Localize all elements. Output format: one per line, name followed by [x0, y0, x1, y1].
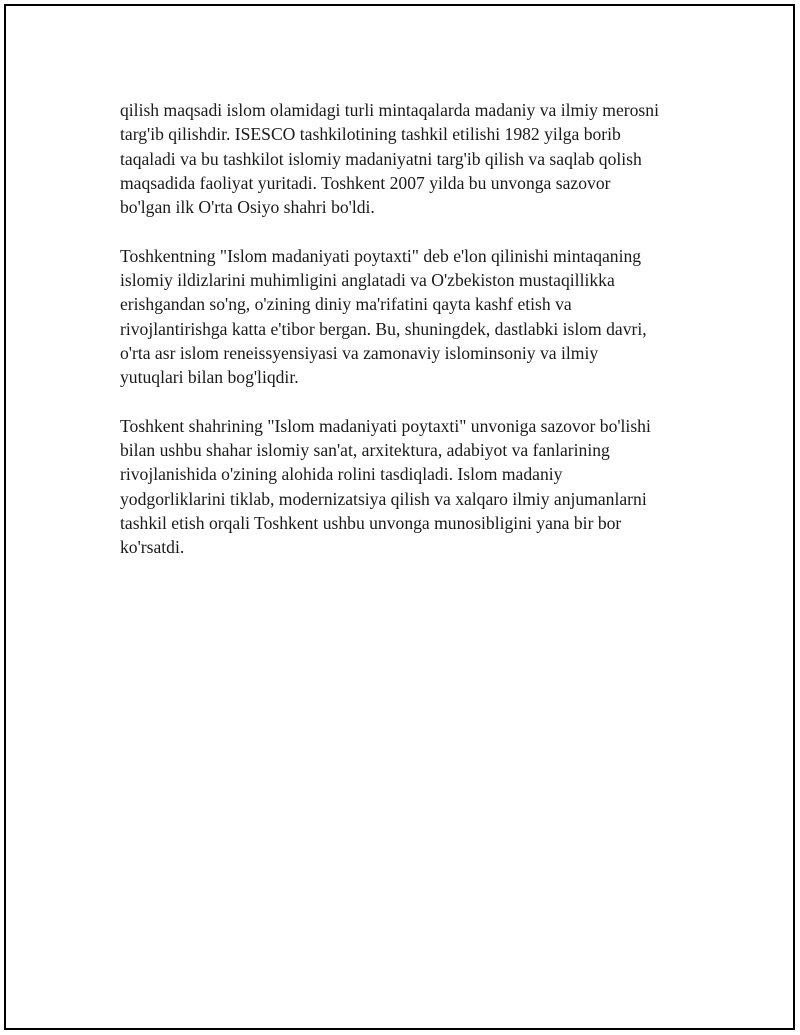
- text-line: rivojlanishida o'zining alohida rolini tasdiqladi. Islom madaniy: [120, 464, 563, 485]
- text-line: o'rta asr islom reneissyensiyasi va zamonaviy islominsoniy va ilmiy: [120, 342, 599, 363]
- text-line: taqaladi va bu tashkilot islomiy madaniyatni targ'ib qilish va saqlab qolish: [120, 148, 642, 169]
- text-line: bo'lgan ilk O'rta Osiyo shahri bo'ldi.: [120, 197, 375, 218]
- text-line: qilish maqsadi islom olamidagi turli mintaqalarda madaniy va ilmiy merosni: [120, 100, 659, 120]
- text-line: maqsadida faoliyat yuritadi. Toshkent 2007 yilda bu unvonga sazovor: [120, 172, 611, 193]
- text-line: yodgorliklarini tiklab, modernizatsiya qilish va xalqaro ilmiy anjumanlarni: [120, 488, 647, 509]
- text-line: targ'ib qilishdir. ISESCO tashkilotining tashkil etilishi 1982 yilga borib: [120, 124, 621, 145]
- paragraph-2: [120, 244, 700, 390]
- text-line: yutuqlari bilan bog'liqdir.: [120, 367, 299, 388]
- text-line: Toshkent shahrining "Islom madaniyati poytaxti" unvoniga sazovor bo'lishi: [120, 415, 651, 436]
- text-line: erishgandan so'ng, o'zining diniy ma'rifatini qayta kashf etish va: [120, 294, 572, 315]
- paragraph-1: [120, 98, 700, 219]
- text-line: Toshkentning "Islom madaniyati poytaxti" deb e'lon qilinishi mintaqaning: [120, 245, 642, 266]
- document-page: [4, 4, 795, 1030]
- text-line: tashkil etish orqali Toshkent ushbu unvonga munosibligini yana bir bor: [120, 513, 622, 534]
- text-line: rivojlantirishga katta e'tibor bergan. Bu, shuningdek, dastlabki islom davri,: [120, 318, 647, 339]
- text-line: islomiy ildizlarini muhimligini anglatadi va O'zbekiston mustaqillikka: [120, 270, 615, 291]
- text-line: bilan ushbu shahar islomiy san'at, arxitektura, adabiyot va fanlarining: [120, 440, 610, 461]
- text-line: ko'rsatdi.: [120, 537, 185, 558]
- paragraph-3: [120, 414, 700, 560]
- body-text: [120, 98, 700, 584]
